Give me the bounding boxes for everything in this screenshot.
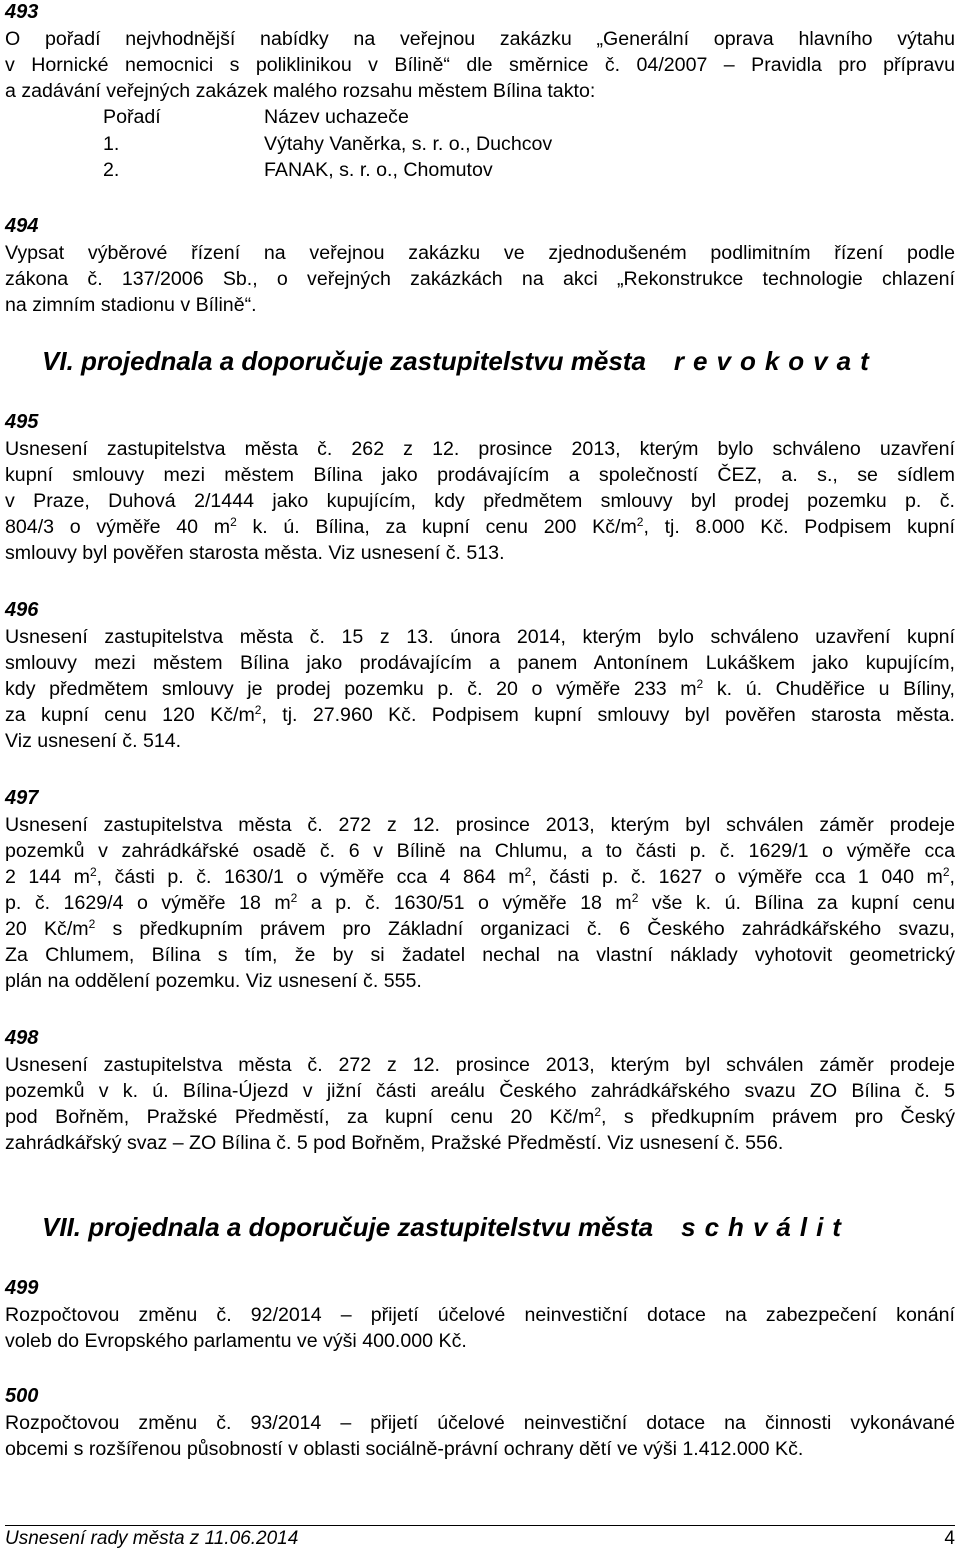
resolution-497-line-3: 2 144 $m^2$, části p. č. 1630/1 o výměře cca 4 864 $m^2$, části p. č. 1627 o výměře cca 1 040 $m^2$, bbox=[5, 865, 955, 888]
resolution-495-line-4: 804/3 o výměře 40 $m^2$ k. ú. Bílina, za kupní cenu 200 $Kč/m^2$, tj. 8.000 Kč. Podpisem kupní bbox=[5, 515, 956, 538]
section-heading-vii-action: schválit bbox=[681, 1212, 850, 1242]
section-heading-vi-text: VI. projednala a doporučuje zastupitelstvu města bbox=[42, 346, 646, 376]
resolution-number-499: 499 bbox=[5, 1277, 39, 1299]
resolution-number-498: 498 bbox=[5, 1027, 39, 1049]
resolution-number-493: 493 bbox=[5, 1, 39, 23]
resolution-496-line-3: kdy předmětem smlouvy je prodej pozemku p. č. 20 o výměře 233 $m^2$ k. ú. Chuděřice u Bíliny, bbox=[5, 677, 955, 700]
resolution-495-line-1: Usnesení zastupitelstva města č. 262 z 12. prosince 2013, kterým bylo schváleno uzavření bbox=[5, 438, 955, 460]
resolution-494-line-2: zákona č. 137/2006 Sb., o veřejných zakázkách na akci „Rekonstrukce technologie chlazení bbox=[5, 268, 955, 290]
resolution-499-line-2: voleb do Evropského parlamentu ve výši 400.000 Kč. bbox=[5, 1330, 467, 1352]
resolution-number-497: 497 bbox=[5, 787, 39, 809]
resolution-498-line-4: zahrádkářský svaz – ZO Bílina č. 5 pod Bořněm, Pražské Předměstí. Viz usnesení č. 556. bbox=[5, 1132, 784, 1154]
resolution-496-line-2: smlouvy mezi městem Bílina jako prodávajícím a panem Antonínem Lukáškem jako kupujícím, bbox=[5, 652, 955, 674]
resolution-495-line-2: kupní smlouvy mezi městem Bílina jako prodávajícím a společností ČEZ, a. s., se sídlem bbox=[5, 464, 955, 486]
resolution-494-line-1: Vypsat výběrové řízení na veřejnou zakázku ve zjednodušeném podlimitním řízení podle bbox=[5, 242, 955, 264]
resolution-498-line-3: pod Bořněm, Pražské Předměstí, za kupní cenu 20 $Kč/m^2$, s předkupním právem pro Český bbox=[5, 1105, 955, 1128]
resolution-500-line-2: obcemi s rozšířenou působností v oblasti sociálně-právní ochrany dětí ve výši 1.412.000 Kč. bbox=[5, 1438, 804, 1460]
resolution-495-line-5: smlouvy byl pověřen starosta města. Viz usnesení č. 513. bbox=[5, 542, 505, 564]
resolution-495-line-3: v Praze, Duhová 2/1444 jako kupujícím, kdy předmětem smlouvy byl prodej pozemku p. č. bbox=[5, 490, 955, 512]
resolution-498-line-1: Usnesení zastupitelstva města č. 272 z 12. prosince 2013, kterým byl schválen záměr prodeje bbox=[5, 1054, 955, 1076]
resolution-499-line-1: Rozpočtovou změnu č. 92/2014 – přijetí účelové neinvestiční dotace na zabezpečení konání bbox=[5, 1304, 955, 1326]
section-heading-vi bbox=[42, 346, 878, 376]
footer-divider bbox=[5, 1525, 955, 1526]
resolution-494-line-3: na zimním stadionu v Bílině“. bbox=[5, 294, 257, 316]
resolution-number-500: 500 bbox=[5, 1385, 39, 1407]
resolution-493-line-1: O pořadí nejvhodnější nabídky na veřejnou zakázku „Generální oprava hlavního výtahu bbox=[5, 28, 955, 50]
resolution-number-496: 496 bbox=[5, 599, 39, 621]
resolution-number-494: 494 bbox=[5, 215, 39, 237]
column-header-name: Název uchazeče bbox=[264, 106, 409, 128]
resolution-number-495: 495 bbox=[5, 411, 39, 433]
bidder-2-rank: 2. bbox=[103, 159, 120, 181]
resolution-493-line-3: a zadávání veřejných zakázek malého rozsahu městem Bílina takto: bbox=[5, 80, 596, 102]
resolution-497-line-5: 20 $Kč/m^2$ s předkupním právem pro Základní organizaci č. 6 Českého zahrádkářského svazu, bbox=[5, 917, 955, 940]
resolution-497-line-4: p. č. 1629/4 o výměře 18 $m^2$ a p. č. 1630/51 o výměře 18 $m^2$ vše k. ú. Bílina za kupní cenu bbox=[5, 891, 956, 914]
footer-page-number: 4 bbox=[944, 1528, 955, 1549]
resolution-496-line-1: Usnesení zastupitelstva města č. 15 z 13. února 2014, kterým bylo schváleno uzavření kupní bbox=[5, 626, 955, 648]
footer-document-title: Usnesení rady města z 11.06.2014 bbox=[5, 1528, 299, 1549]
resolution-493-line-2: v Hornické nemocnici s poliklinikou v Bílině“ dle směrnice č. 04/2007 – Pravidla pro přípravu bbox=[5, 54, 955, 76]
section-heading-vi-action: revokovat bbox=[673, 346, 878, 376]
bidder-1-name: Výtahy Vaněrka, s. r. o., Duchcov bbox=[264, 133, 553, 155]
resolution-497-line-7: plán na oddělení pozemku. Viz usnesení č. 555. bbox=[5, 970, 422, 992]
resolution-496-line-5: Viz usnesení č. 514. bbox=[5, 730, 182, 752]
column-header-order: Pořadí bbox=[103, 106, 161, 128]
resolution-497-line-1: Usnesení zastupitelstva města č. 272 z 12. prosince 2013, kterým byl schválen záměr prodeje bbox=[5, 814, 955, 836]
resolution-496-line-4: za kupní cenu 120 $Kč/m^2$, tj. 27.960 Kč. Podpisem kupní smlouvy byl pověřen starosta města. bbox=[5, 703, 955, 726]
resolution-500-line-1: Rozpočtovou změnu č. 93/2014 – přijetí účelové neinvestiční dotace na činnosti vykonávané bbox=[5, 1412, 955, 1434]
resolution-497-line-6: Za Chlumem, Bílina s tím, že by si žadatel nechal na vlastní náklady vyhotovit geometrický bbox=[5, 944, 955, 966]
bidder-2-name: FANAK, s. r. o., Chomutov bbox=[264, 159, 493, 181]
resolution-497-line-2: pozemků v zahrádkářské osadě č. 6 v Bílině na Chlumu, a to části p. č. 1629/1 o výměře cca bbox=[5, 840, 955, 862]
section-heading-vii-text: VII. projednala a doporučuje zastupitelstvu města bbox=[42, 1212, 654, 1242]
bidder-1-rank: 1. bbox=[103, 133, 120, 155]
resolution-498-line-2: pozemků v k. ú. Bílina-Újezd v jižní části areálu Českého zahrádkářského svazu ZO Bílina č. 5 bbox=[5, 1080, 955, 1102]
section-heading-vii bbox=[42, 1212, 850, 1242]
